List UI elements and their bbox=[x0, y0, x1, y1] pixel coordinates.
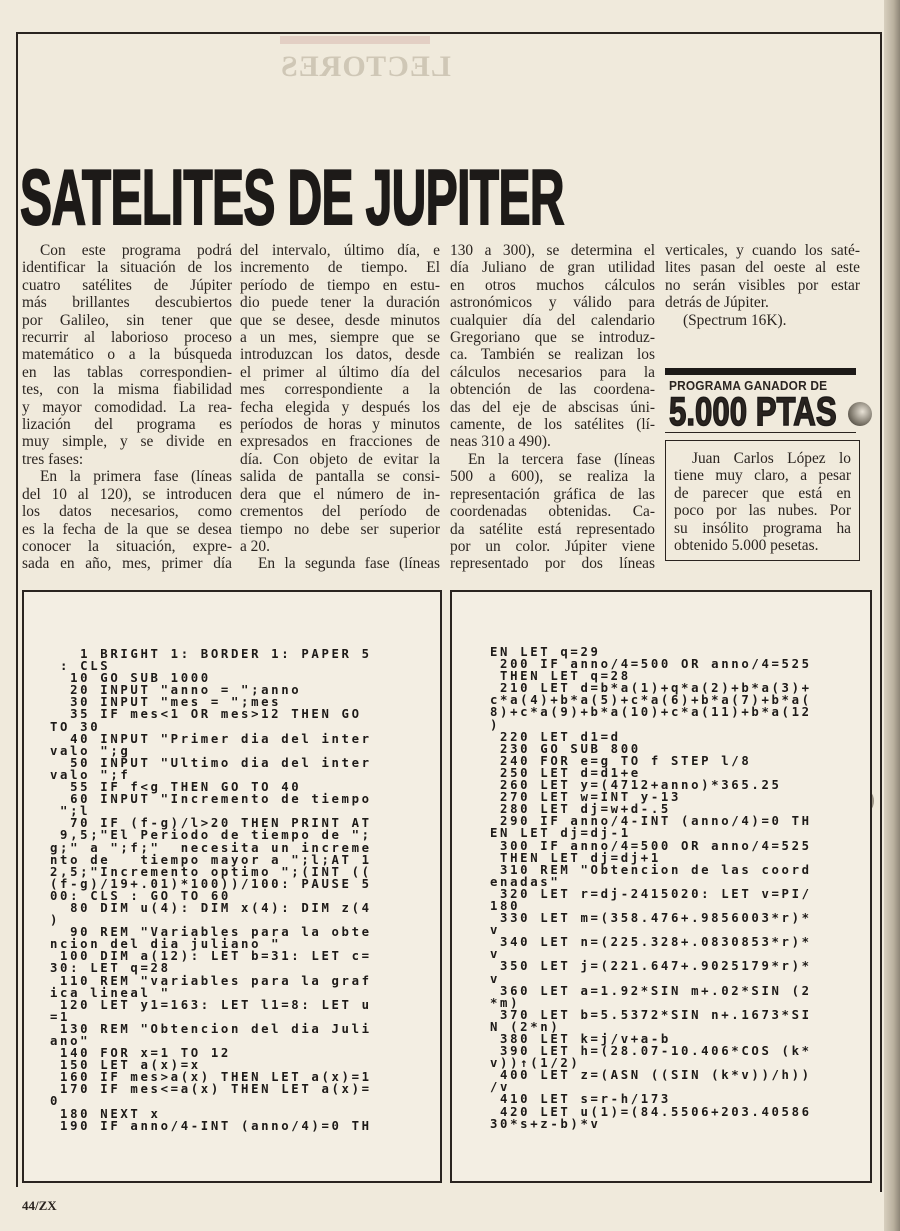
listing-line: ncion del dia juliano " bbox=[50, 937, 282, 952]
listing-line: 60 INPUT "Incremento de tiempo bbox=[50, 792, 372, 807]
text-line: salida de pantalla se consi- bbox=[240, 468, 440, 486]
text-line: lización del programa es bbox=[22, 416, 232, 434]
text-line: cálculos necesarios para la bbox=[450, 363, 655, 381]
listing-line: EN LET dj=dj-1 bbox=[490, 826, 631, 841]
text-line: su insólito programa ha bbox=[674, 519, 851, 537]
text-line: coordenadas obtenidas. Ca- bbox=[450, 503, 655, 521]
text-line: ca. También se realizan los bbox=[450, 346, 655, 364]
text-line: sada en año, mes, primer día bbox=[22, 555, 232, 573]
program-listing-right bbox=[450, 590, 872, 1183]
listing-line: (f-g)/19+.01)*100))/100: PAUSE 5 bbox=[50, 876, 372, 891]
listing-line: THEN LET q=28 bbox=[490, 669, 631, 684]
listing-line: 270 LET w=INT y-13 bbox=[490, 790, 682, 805]
listing-line: 120 LET y1=163: LET l1=8: LET u bbox=[50, 997, 372, 1012]
listing-line: 380 LET k=j/v+a-b bbox=[490, 1032, 671, 1046]
listing-line: 30: LET q=28 bbox=[50, 961, 171, 976]
listing-line: 140 FOR x=1 TO 12 bbox=[50, 1046, 231, 1061]
text-line: expresados en fracciones de bbox=[240, 433, 440, 451]
listing-line: 330 LET m=(358.476+.9856003*r)* bbox=[490, 911, 812, 926]
text-line: cualquier día del calendario bbox=[450, 311, 655, 329]
text-line: incremento de tiempo. El bbox=[240, 259, 440, 277]
listing-text bbox=[490, 646, 812, 1130]
listing-line: 1 BRIGHT 1: BORDER 1: PAPER 5 bbox=[50, 647, 372, 661]
page-folio: 44/ZX bbox=[22, 1198, 57, 1213]
text-line: por Galileo, sin tener que bbox=[22, 311, 232, 329]
listing-line: 130 REM "Obtencion del dia Juli bbox=[50, 1021, 372, 1036]
listing-line: v bbox=[490, 923, 501, 938]
listing-line: 390 LET h=(28.07-10.406*COS (k* bbox=[490, 1044, 812, 1059]
text-line: neas 310 a 490). bbox=[450, 433, 551, 451]
text-line: representado por dos líneas bbox=[450, 555, 655, 573]
listing-line: 2,5;"Incremento optimo ";(INT (( bbox=[50, 864, 372, 879]
text-line: por un color. Júpiter viene bbox=[450, 537, 655, 555]
listing-line: nto de tiempo mayor a ";l;AT 1 bbox=[50, 852, 372, 867]
listing-line: 80 DIM u(4): DIM x(4): DIM z(4 bbox=[50, 900, 372, 915]
text-line: recurrir al laborioso proceso bbox=[22, 329, 232, 347]
listing-line: 350 LET j=(221.647+.9025179*r)* bbox=[490, 959, 812, 974]
listing-line: THEN LET dj=dj+1 bbox=[490, 850, 661, 865]
body-column-3 bbox=[450, 242, 655, 573]
text-line: y mayor comodidad. La rea- bbox=[22, 398, 232, 416]
listing-line: 0 bbox=[50, 1094, 61, 1109]
listing-line: 90 REM "Variables para la obte bbox=[50, 925, 372, 940]
listing-line: *m) bbox=[490, 995, 521, 1010]
listing-line: 360 LET a=1.92*SIN m+.02*SIN (2 bbox=[490, 983, 812, 998]
text-line: obtenido 5.000 pesetas. bbox=[674, 537, 819, 555]
listing-line: 00: CLS : GO TO 60 bbox=[50, 888, 231, 903]
text-line: En la primera fase (líneas bbox=[40, 468, 232, 486]
listing-line: 400 LET z=(ASN ((SIN (k*v))/h)) bbox=[490, 1068, 812, 1083]
text-line: tres fases: bbox=[22, 450, 84, 468]
text-line: crementos del período de bbox=[240, 503, 440, 521]
text-line: Juan Carlos López lo bbox=[692, 450, 851, 467]
body-column-2 bbox=[240, 242, 440, 573]
listing-line: TO 30 bbox=[50, 719, 101, 734]
listing-line: 300 IF anno/4=500 OR anno/4=525 bbox=[490, 838, 812, 853]
listing-line: /v bbox=[490, 1080, 511, 1095]
frame-rule-top bbox=[16, 32, 882, 34]
text-line: obtención de las coordena- bbox=[450, 381, 655, 399]
text-line: dera que el número de in- bbox=[240, 485, 440, 503]
listing-line: ";l bbox=[50, 804, 91, 819]
listing-line: =1 bbox=[50, 1009, 71, 1024]
listing-line: 100 DIM a(12): LET b=31: LET c= bbox=[50, 949, 372, 964]
text-line: En la tercera fase (líneas bbox=[468, 450, 655, 468]
text-line: Gregoriano que se introduz- bbox=[450, 329, 655, 347]
listing-line: ica lineal " bbox=[50, 985, 171, 1000]
text-line: detrás de Júpiter. bbox=[665, 294, 769, 312]
frame-rule-right bbox=[880, 32, 882, 1192]
text-line: verticales, y cuando los saté- bbox=[665, 242, 860, 259]
listing-line: c*a(4)+b*a(5)+c*a(6)+b*a(7)+b*a( bbox=[490, 693, 812, 708]
listing-line: 30*s+z-b)*v bbox=[490, 1116, 601, 1131]
listing-line: 10 GO SUB 1000 bbox=[50, 671, 211, 686]
text-line: matemático o a la búsqueda bbox=[22, 346, 232, 364]
listing-line: EN LET q=29 bbox=[490, 645, 601, 659]
listing-text bbox=[50, 648, 372, 1132]
text-line: introduzcan los datos, desde bbox=[240, 346, 440, 364]
text-line: das del eje de abscisas úni- bbox=[450, 398, 655, 416]
text-line: tiene muy claro, a pesar bbox=[674, 467, 851, 485]
listing-line: 180 NEXT x bbox=[50, 1106, 161, 1121]
text-line: da satélite está representado bbox=[450, 520, 655, 538]
listing-line: 35 IF mes<1 OR mes>12 THEN GO bbox=[50, 707, 362, 722]
text-line: el primer al último día del bbox=[240, 363, 440, 381]
listing-line: 420 LET u(1)=(84.5506+203.40586 bbox=[490, 1104, 812, 1119]
listing-line: 290 IF anno/4-INT (anno/4)=0 TH bbox=[490, 814, 812, 829]
winner-box bbox=[665, 440, 860, 561]
text-line: mes correspondiente a la bbox=[240, 381, 440, 399]
text-line: es la fecha de la que se desea bbox=[22, 520, 232, 538]
listing-line: 8)+c*a(9)+b*a(10)+c*a(11)+b*a(12 bbox=[490, 705, 812, 720]
listing-line: 310 REM "Obtencion de las coord bbox=[490, 862, 812, 877]
listing-line: 410 LET s=r-h/173 bbox=[490, 1092, 671, 1107]
text-line: día. Con objeto de evitar la bbox=[240, 450, 440, 468]
listing-line: 210 LET d=b*a(1)+q*a(2)+b*a(3)+ bbox=[490, 681, 812, 696]
listing-line: ) bbox=[50, 913, 61, 928]
text-line: dio puede tener la duración bbox=[240, 294, 440, 312]
text-line: representación gráfica de las bbox=[450, 485, 655, 503]
listing-line: 160 IF mes>a(x) THEN LET a(x)=1 bbox=[50, 1070, 372, 1085]
article-title: SATELITES DE JUPITER bbox=[20, 153, 564, 241]
listing-line: 180 bbox=[490, 898, 521, 913]
listing-line: 370 LET b=5.5372*SIN n+.1673*SI bbox=[490, 1007, 812, 1022]
listing-line: v bbox=[490, 947, 501, 962]
listing-line: 20 INPUT "anno = ";anno bbox=[50, 683, 302, 698]
text-line: tes, con la misma fiabilidad bbox=[22, 381, 232, 399]
listing-line: 110 REM "variables para la graf bbox=[50, 973, 372, 988]
listing-line: v))↑(1/2) bbox=[490, 1056, 581, 1071]
listing-line: 70 IF (f-g)/l>20 THEN PRINT AT bbox=[50, 816, 372, 831]
text-line: 500 a 600), se realiza la bbox=[450, 468, 655, 486]
text-line: (Spectrum 16K). bbox=[683, 311, 787, 329]
listing-line: 9,5;"El Periodo de tiempo de "; bbox=[50, 828, 372, 843]
listing-line: 320 LET r=dj-2415020: LET v=PI/ bbox=[490, 886, 812, 901]
listing-line: 55 IF f<g THEN GO TO 40 bbox=[50, 780, 302, 795]
text-line: más brillantes descubiertos bbox=[22, 294, 232, 312]
listing-line: N (2*n) bbox=[490, 1019, 561, 1034]
text-line: los datos necesarios, como bbox=[22, 503, 232, 521]
text-line: del 10 al 120), se introducen bbox=[22, 485, 232, 503]
listing-line: 200 IF anno/4=500 OR anno/4=525 bbox=[490, 657, 812, 672]
text-line: Con este programa podrá bbox=[40, 242, 232, 259]
text-line: en las tablas correspondien- bbox=[22, 363, 232, 381]
text-line: período de tiempo en estu- bbox=[240, 276, 440, 294]
listing-line: 50 INPUT "Ultimo dia del inter bbox=[50, 755, 372, 770]
listing-line: ano" bbox=[50, 1034, 91, 1048]
text-line: camente, de los satélites (lí- bbox=[450, 416, 655, 434]
text-line: del intervalo, último día, e bbox=[240, 242, 440, 259]
prize-banner bbox=[665, 368, 856, 433]
planet-icon bbox=[848, 402, 872, 426]
listing-line: 40 INPUT "Primer dia del inter bbox=[50, 731, 372, 746]
prize-amount: 5.000 PTAS bbox=[669, 390, 837, 434]
listing-line: 220 LET d1=d bbox=[490, 729, 621, 744]
program-listing-left bbox=[22, 590, 442, 1183]
listing-line: 190 IF anno/4-INT (anno/4)=0 TH bbox=[50, 1118, 372, 1133]
body-column-4 bbox=[665, 242, 860, 329]
prize-label: PROGRAMA GANADOR DE bbox=[669, 379, 828, 393]
show-through-bar bbox=[280, 36, 430, 44]
listing-line: 240 FOR e=g TO f STEP l/8 bbox=[490, 753, 752, 768]
body-column-1 bbox=[22, 242, 232, 573]
page-edge-shadow bbox=[884, 0, 900, 1231]
text-line: de parecer que está en bbox=[674, 484, 851, 502]
listing-line: 230 GO SUB 800 bbox=[490, 741, 641, 756]
listing-line: v bbox=[490, 971, 501, 986]
text-line: identificar la situación de los bbox=[22, 259, 232, 277]
text-line: día Juliano de gran utilidad bbox=[450, 259, 655, 277]
listing-line: 250 LET d=d1+e bbox=[490, 765, 641, 780]
text-line: poco por las nubes. Por bbox=[674, 502, 851, 520]
listing-line: enadas" bbox=[490, 874, 561, 889]
listing-line: 30 INPUT "mes = ";mes bbox=[50, 695, 282, 710]
text-line: 130 a 300), se determina el bbox=[450, 242, 655, 259]
text-line: fecha elegida y después los bbox=[240, 398, 440, 416]
text-line: en otros muchos cálculos bbox=[450, 276, 655, 294]
text-line: En la segunda fase (líneas bbox=[258, 555, 440, 573]
text-line: conocer la situación, expre- bbox=[22, 537, 232, 555]
text-line: tiempo no debe ser superior bbox=[240, 520, 440, 538]
text-line: períodos de horas y minutos bbox=[240, 416, 440, 434]
text-line: no serán visibles por estar bbox=[665, 276, 860, 294]
listing-line: ) bbox=[490, 717, 501, 732]
listing-line: 260 LET y=(4712+anno)*365.25 bbox=[490, 778, 782, 793]
text-line: lites pasan del oeste al este bbox=[665, 259, 860, 277]
text-line: astronómicos y válido para bbox=[450, 294, 655, 312]
text-line: a un mes, siempre que se bbox=[240, 329, 440, 347]
listing-line: g;" a ";f;" necesita un increme bbox=[50, 840, 372, 855]
show-through-text: LECTORES bbox=[280, 50, 451, 83]
listing-line: 170 IF mes<=a(x) THEN LET a(x)= bbox=[50, 1082, 372, 1097]
text-line: que se desee, desde minutos bbox=[240, 311, 440, 329]
listing-line: 340 LET n=(225.328+.0830853*r)* bbox=[490, 935, 812, 950]
text-line: cuatro satélites de Júpiter bbox=[22, 276, 232, 294]
listing-line: 150 LET a(x)=x bbox=[50, 1058, 201, 1073]
listing-line: 280 LET dj=w+d-.5 bbox=[490, 802, 671, 817]
listing-line: valo ";g bbox=[50, 743, 131, 758]
text-line: muy simple, y se divide en bbox=[22, 433, 232, 451]
text-line: a 20. bbox=[240, 537, 270, 555]
listing-line: valo ";f bbox=[50, 767, 131, 782]
listing-line: : CLS bbox=[50, 659, 111, 674]
prize-banner-bar bbox=[665, 368, 856, 375]
frame-rule-left bbox=[16, 32, 18, 1187]
